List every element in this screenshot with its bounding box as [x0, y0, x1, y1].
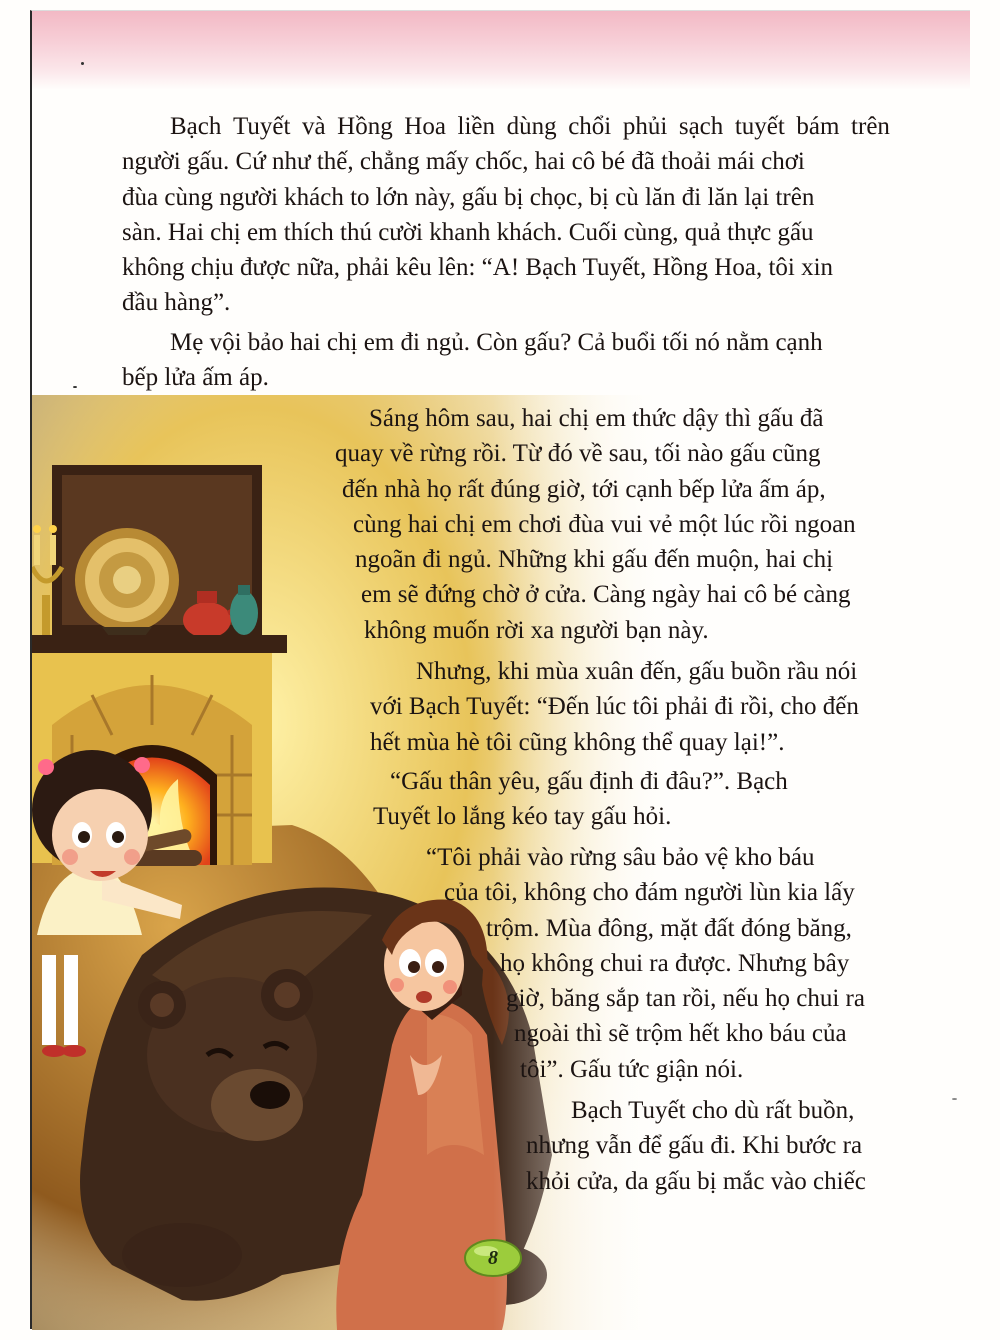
text-line: hết mùa hè tôi cũng không thể quay lại!”. — [370, 728, 785, 756]
text-line: không chịu được nữa, phải kêu lên: “A! Bạch Tuyết, Hồng Hoa, tôi xin — [122, 254, 834, 282]
text-line: không muốn rời xa người bạn này. — [364, 616, 709, 644]
page-number-badge — [462, 1236, 524, 1280]
word: bám — [796, 113, 840, 140]
word: liền — [457, 113, 496, 140]
dust-speck — [81, 62, 84, 65]
paragraph-1 — [122, 109, 890, 321]
text-line: nhưng vẫn để gấu đi. Khi bước ra — [526, 1132, 863, 1160]
text-line: của tôi, không cho đám người lùn kia lấy — [444, 879, 855, 907]
text-line: cùng hai chị em chơi đùa vui vẻ một lúc rồi ngoan — [353, 510, 856, 538]
text-line: bếp lửa ấm áp. — [122, 364, 269, 392]
text-line: Bạch Tuyết cho dù rất buồn, — [571, 1097, 855, 1124]
word: sạch — [678, 113, 724, 140]
word: và — [301, 113, 326, 140]
word: Hồng — [337, 113, 393, 140]
dust-speck — [73, 386, 77, 388]
text-line: ngoài thì sẽ trộm hết kho báu của — [514, 1020, 847, 1048]
paragraph-6 — [426, 840, 865, 1087]
word: Tuyết — [232, 113, 291, 140]
paragraph-3 — [335, 401, 856, 648]
text-line: với Bạch Tuyết: “Đến lúc tôi phải đi rồi, cho đến — [370, 693, 859, 721]
text-line: “Tôi phải vào rừng sâu bảo vệ kho báu — [426, 844, 815, 871]
text-line: đầu hàng”. — [122, 289, 231, 317]
text-line: họ không chui ra được. Nhưng bây — [500, 949, 850, 977]
text-line: Sáng hôm sau, hai chị em thức dậy thì gấu đã — [369, 405, 824, 432]
paragraph-4 — [370, 654, 859, 760]
word: dùng — [506, 113, 557, 140]
text-line: “Gấu thân yêu, gấu định đi đâu?”. Bạch — [390, 768, 788, 795]
text-line: người gấu. Cứ như thế, chẳng mấy chốc, hai cô bé đã thoải mái chơi — [122, 148, 805, 176]
text-line: trộm. Mùa đông, mặt đất đóng băng, — [486, 914, 852, 942]
text-line: giờ, băng sắp tan rồi, nếu họ chui ra — [506, 985, 865, 1013]
word: Bạch — [170, 113, 222, 140]
paragraph-5 — [373, 764, 788, 835]
word: phủi — [622, 113, 668, 140]
paragraph-2 — [122, 325, 890, 396]
text-line: khỏi cửa, da gấu bị mắc vào chiếc — [526, 1167, 866, 1195]
word: chổi — [568, 113, 612, 140]
text-line: Mẹ vội bảo hai chị em đi ngủ. Còn gấu? Cả buổi tối nó nằm cạnh — [170, 329, 823, 356]
text-line: Tuyết lo lắng kéo tay gấu hỏi. — [373, 803, 672, 831]
text-line: Nhưng, khi mùa xuân đến, gấu buồn rầu nói — [416, 658, 858, 685]
text-line: ngoãn đi ngủ. Những khi gấu đến muộn, hai chị — [355, 546, 834, 574]
word: tuyết — [734, 113, 785, 140]
text-line: quay về rừng rồi. Từ đó về sau, tối nào gấu cũng — [335, 440, 821, 468]
text-line: em sẽ đứng chờ ở cửa. Càng ngày hai cô bé càng — [361, 581, 851, 609]
text-line: đùa cùng người khách to lớn này, gấu bị chọc, bị cù lăn đi lăn lại trên — [122, 183, 815, 211]
word: Hoa — [404, 113, 446, 140]
text-line: tôi”. Gấu tức giận nói. — [520, 1055, 744, 1083]
text-line — [122, 109, 890, 144]
text-line: sàn. Hai chị em thích thú cười khanh khách. Cuối cùng, quả thực gấu — [122, 218, 814, 246]
text-line: đến nhà họ rất đúng giờ, tới cạnh bếp lửa ấm áp, — [342, 475, 826, 503]
paragraph-7 — [526, 1093, 866, 1199]
page-number: 8 — [488, 1247, 498, 1269]
dust-speck — [952, 1098, 957, 1100]
word: trên — [851, 113, 890, 140]
